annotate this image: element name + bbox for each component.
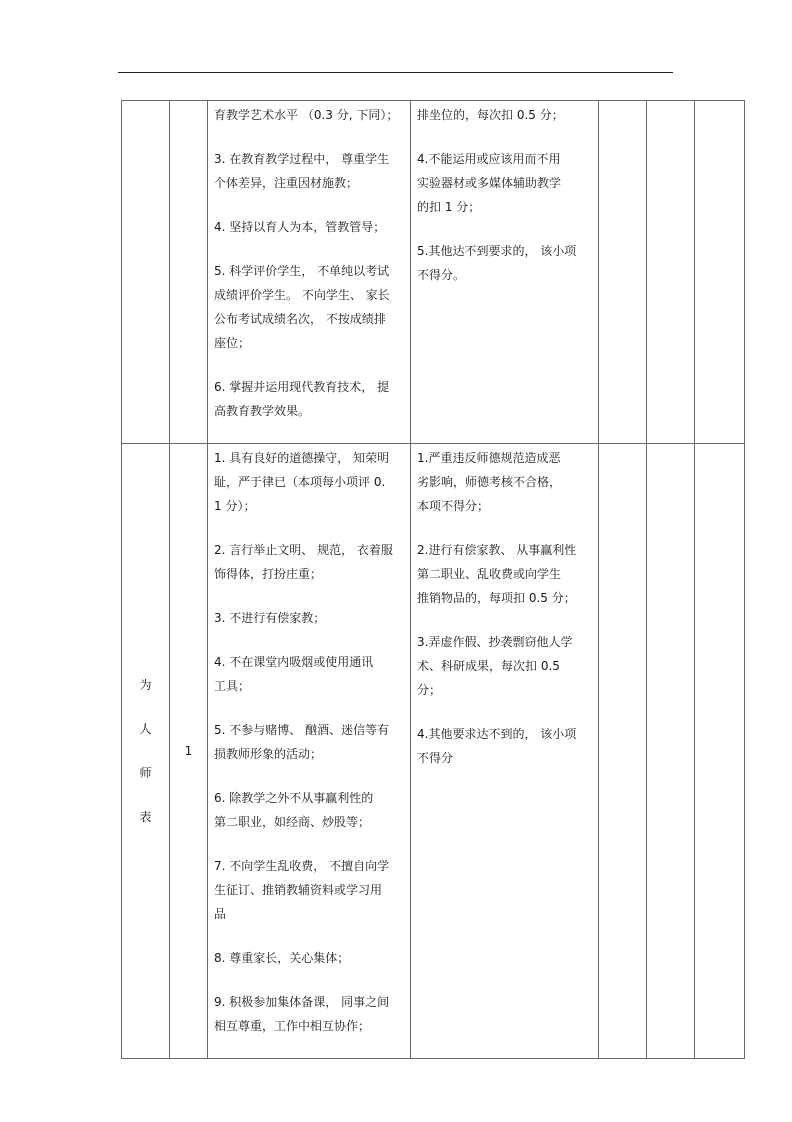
deduction-item: 排坐位的，每次扣 0.5 分；	[417, 108, 564, 122]
category-cell	[122, 101, 170, 444]
standard-item: 2. 言行举止文明、 规范， 衣着服 饰得体，打扮庄重；	[214, 543, 393, 581]
item-number-cell	[170, 101, 208, 444]
deduction-item: 4.其他要求达不到的， 该小项 不得分	[417, 727, 577, 765]
score-cell-3	[695, 101, 745, 444]
standard-item: 4. 不在课堂内吸烟或使用通讯 工具；	[214, 655, 374, 693]
standard-item: 育教学艺术水平 （0.3 分, 下同）；	[214, 108, 399, 122]
standard-item: 3. 在教育教学过程中， 尊重学生 个体差异，注重因材施教；	[214, 152, 390, 190]
header-rule	[118, 72, 673, 73]
standards-cell	[208, 444, 411, 1059]
deduction-item: 5.其他达不到要求的， 该小项 不得分。	[417, 244, 577, 282]
deduction-item: 2.进行有偿家教、 从事赢利性 第二职业、乱收费或向学生 推销物品的，每项扣 0.5 分；	[417, 543, 577, 605]
standard-item: 4. 坚持以育人为本，管教管导；	[214, 220, 386, 234]
standards-cell	[208, 101, 411, 444]
deductions-cell	[411, 101, 599, 444]
deduction-item: 4.不能运用或应该用而不用 实验器材或多媒体辅助教学 的扣 1 分；	[417, 152, 562, 214]
score-cell-1	[599, 101, 647, 444]
score-cell-3	[695, 444, 745, 1059]
item-number-cell: 1	[170, 444, 208, 1059]
deduction-item: 3.弄虚作假、抄袭剽窃他人学 术、科研成果，每次扣 0.5 分；	[417, 635, 573, 697]
standard-item: 1. 具有良好的道德操守， 知荣明 耻，严于律已（本项每小项评 0. 1 分）；	[214, 451, 390, 513]
deductions-cell	[411, 444, 599, 1059]
standard-item: 7. 不向学生乱收费， 不擅自向学 生征订、推销教辅资料或学习用 品	[214, 859, 390, 921]
score-cell-1	[599, 444, 647, 1059]
standard-item: 3. 不进行有偿家教；	[214, 611, 326, 625]
standard-item: 6. 除教学之外不从事赢利性的 第二职业，如经商、炒股等；	[214, 791, 374, 829]
score-cell-2	[647, 444, 695, 1059]
standard-item: 5. 科学评价学生， 不单纯以考试 成绩评价学生。 不向学生、 家长 公布考试成绩名次， 不按成绩排 座位；	[214, 264, 390, 350]
standard-item: 9. 积极参加集体备课， 同事之间 相互尊重，工作中相互协作；	[214, 995, 390, 1033]
score-cell-2	[647, 101, 695, 444]
standard-item: 6. 掌握并运用现代教育技术， 提 高教育教学效果。	[214, 380, 390, 418]
standard-item: 5. 不参与赌博、 酗酒、迷信等有 损教师形象的活动；	[214, 723, 390, 761]
table-row	[122, 444, 745, 1059]
standard-item: 8. 尊重家长，关心集体；	[214, 951, 350, 965]
category-cell: 为 人 师 表	[122, 444, 170, 1059]
table-row	[122, 101, 745, 444]
deduction-item: 1.严重违反师德规范造成恶 劣影响，师德考核不合格， 本项不得分；	[417, 451, 562, 513]
evaluation-table	[121, 100, 745, 1059]
